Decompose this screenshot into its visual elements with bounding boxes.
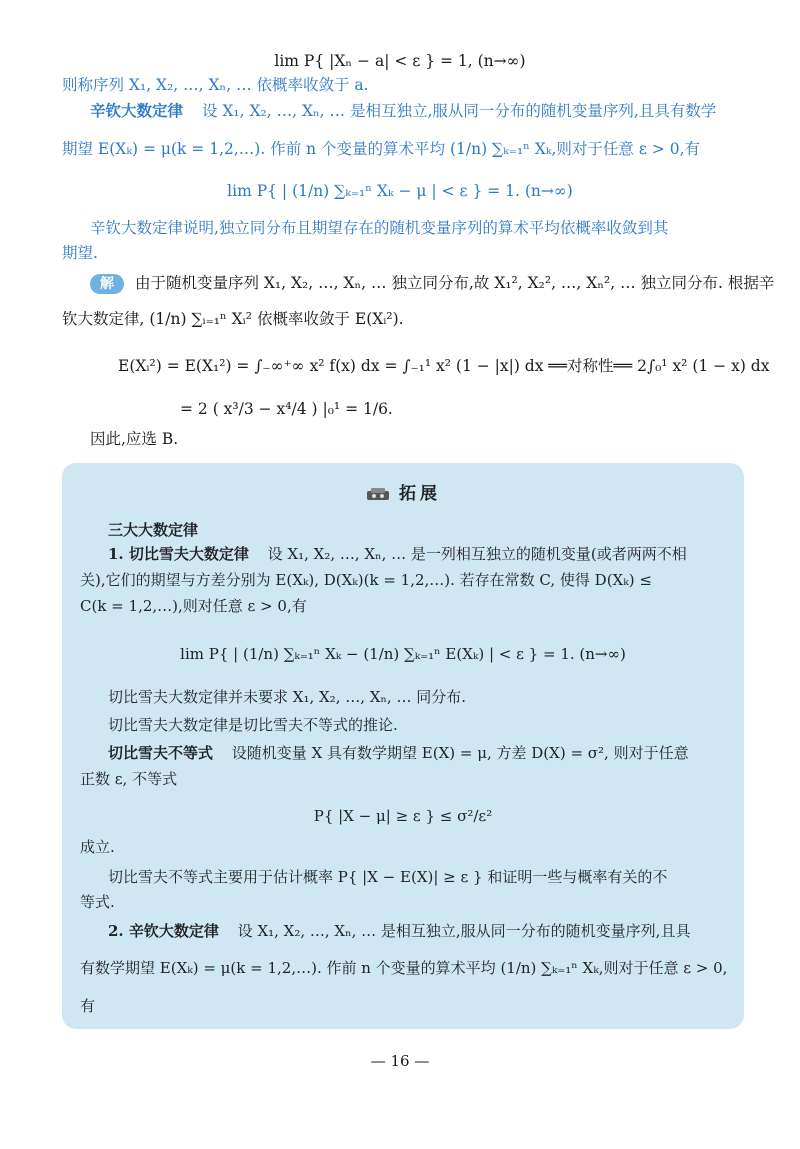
solution-badge: 解: [90, 274, 124, 294]
chebyshev-inequality-paragraph: [108, 742, 689, 764]
chebyshev-inequality-formula: P{ |X − μ| ≥ ε } ≤ σ²/ε²: [313, 807, 493, 825]
solution-conclusion: 因此,应选 B.: [90, 430, 179, 448]
wrench-box-icon: [365, 486, 391, 502]
khinchin-ext-text-2: 有数学期望 E(Xₖ) = μ(k = 1,2,…). 作前 n 个变量的算术平均 (1/n) ∑ₖ₌₁ⁿ Xₖ,则对于任意 ε > 0,: [80, 959, 728, 977]
page-number: — 16 —: [370, 1052, 430, 1070]
chebyshev-law-text-3: C(k = 1,2,…),则对任意 ε > 0,有: [80, 597, 307, 615]
extension-heading: 三大大数定律: [108, 521, 199, 539]
chebyshev-law-text-1: 设 X₁, X₂, …, Xₙ, … 是一列相互独立的随机变量(或者两两不相: [267, 545, 687, 563]
convergence-definition: 则称序列 X₁, X₂, …, Xₙ, … 依概率收敛于 a.: [62, 76, 369, 94]
chebyshev-inequality-text-3: 成立.: [80, 838, 115, 856]
extension-header: [62, 479, 744, 504]
khinchin-ext-paragraph: [108, 920, 690, 942]
chebyshev-inequality-use-1: 切比雪夫不等式主要用于估计概率 P{ |X − E(X)| ≥ ε } 和证明一些与概率有关的不: [108, 868, 668, 886]
khinchin-ext-text-3: 有: [80, 997, 96, 1015]
chebyshev-law-note-2: 切比雪夫大数定律是切比雪夫不等式的推论.: [108, 716, 398, 734]
chebyshev-law-title: 1. 切比雪夫大数定律: [108, 545, 249, 563]
solution-text-1: 由于随机变量序列 X₁, X₂, …, Xₙ, … 独立同分布,故 X₁², X₂², …, Xₙ², … 独立同分布. 根据辛: [134, 274, 775, 292]
solution-paragraph: [90, 272, 774, 294]
chebyshev-law-paragraph: [108, 543, 687, 565]
khinchin-ext-title: 2. 辛钦大数定律: [108, 922, 219, 940]
khinchin-text-2: 期望 E(Xₖ) = μ(k = 1,2,…). 作前 n 个变量的算术平均 (1/n) ∑ₖ₌₁ⁿ Xₖ,则对于任意 ε > 0,有: [62, 140, 700, 158]
khinchin-ext-text-1: 设 X₁, X₂, …, Xₙ, … 是相互独立,服从同一分布的随机变量序列,且具: [237, 922, 691, 940]
solution-equation-1: E(Xᵢ²) = E(X₁²) = ∫₋∞⁺∞ x² f(x) dx = ∫₋₁¹ x² (1 − |x|) dx ══对称性══ 2∫₀¹ x² (1 − x) dx: [118, 357, 770, 375]
extension-title: 拓展: [399, 484, 441, 504]
prob-convergence-formula: lim P{ |Xₙ − a| < ε } = 1, (n→∞): [274, 52, 526, 70]
chebyshev-inequality-title: 切比雪夫不等式: [108, 744, 214, 762]
chebyshev-law-note-1: 切比雪夫大数定律并未要求 X₁, X₂, …, Xₙ, … 同分布.: [108, 688, 467, 706]
chebyshev-inequality-use-2: 等式.: [80, 893, 115, 911]
khinchin-explain-1: 辛钦大数定律说明,独立同分布且期望存在的随机变量序列的算术平均依概率收敛到其: [90, 219, 669, 237]
solution-equation-2: = 2 ( x³/3 − x⁴/4 ) |₀¹ = 1/6.: [180, 400, 393, 418]
extension-box: [62, 463, 744, 1029]
chebyshev-inequality-text-1: 设随机变量 X 具有数学期望 E(X) = μ, 方差 D(X) = σ², 则对于任意: [231, 744, 689, 762]
khinchin-formula: lim P{ | (1/n) ∑ₖ₌₁ⁿ Xₖ − μ | < ε } = 1. (n→∞): [227, 182, 573, 200]
khinchin-title: 辛钦大数定律: [90, 101, 184, 120]
chebyshev-law-formula: lim P{ | (1/n) ∑ₖ₌₁ⁿ Xₖ − (1/n) ∑ₖ₌₁ⁿ E(Xₖ) | < ε } = 1. (n→∞): [180, 645, 626, 663]
chebyshev-law-text-2: 关),它们的期望与方差分别为 E(Xₖ), D(Xₖ)(k = 1,2,…). 若存在常数 C, 使得 D(Xₖ) ≤: [80, 571, 652, 589]
solution-text-2: 钦大数定律, (1/n) ∑ᵢ₌₁ⁿ Xᵢ² 依概率收敛于 E(Xᵢ²).: [62, 310, 404, 328]
khinchin-explain-2: 期望.: [62, 244, 98, 262]
khinchin-text-1: 设 X₁, X₂, …, Xₙ, … 是相互独立,服从同一分布的随机变量序列,且具有数学: [201, 102, 717, 120]
chebyshev-inequality-text-2: 正数 ε, 不等式: [80, 770, 178, 788]
khinchin-paragraph: [90, 100, 716, 122]
